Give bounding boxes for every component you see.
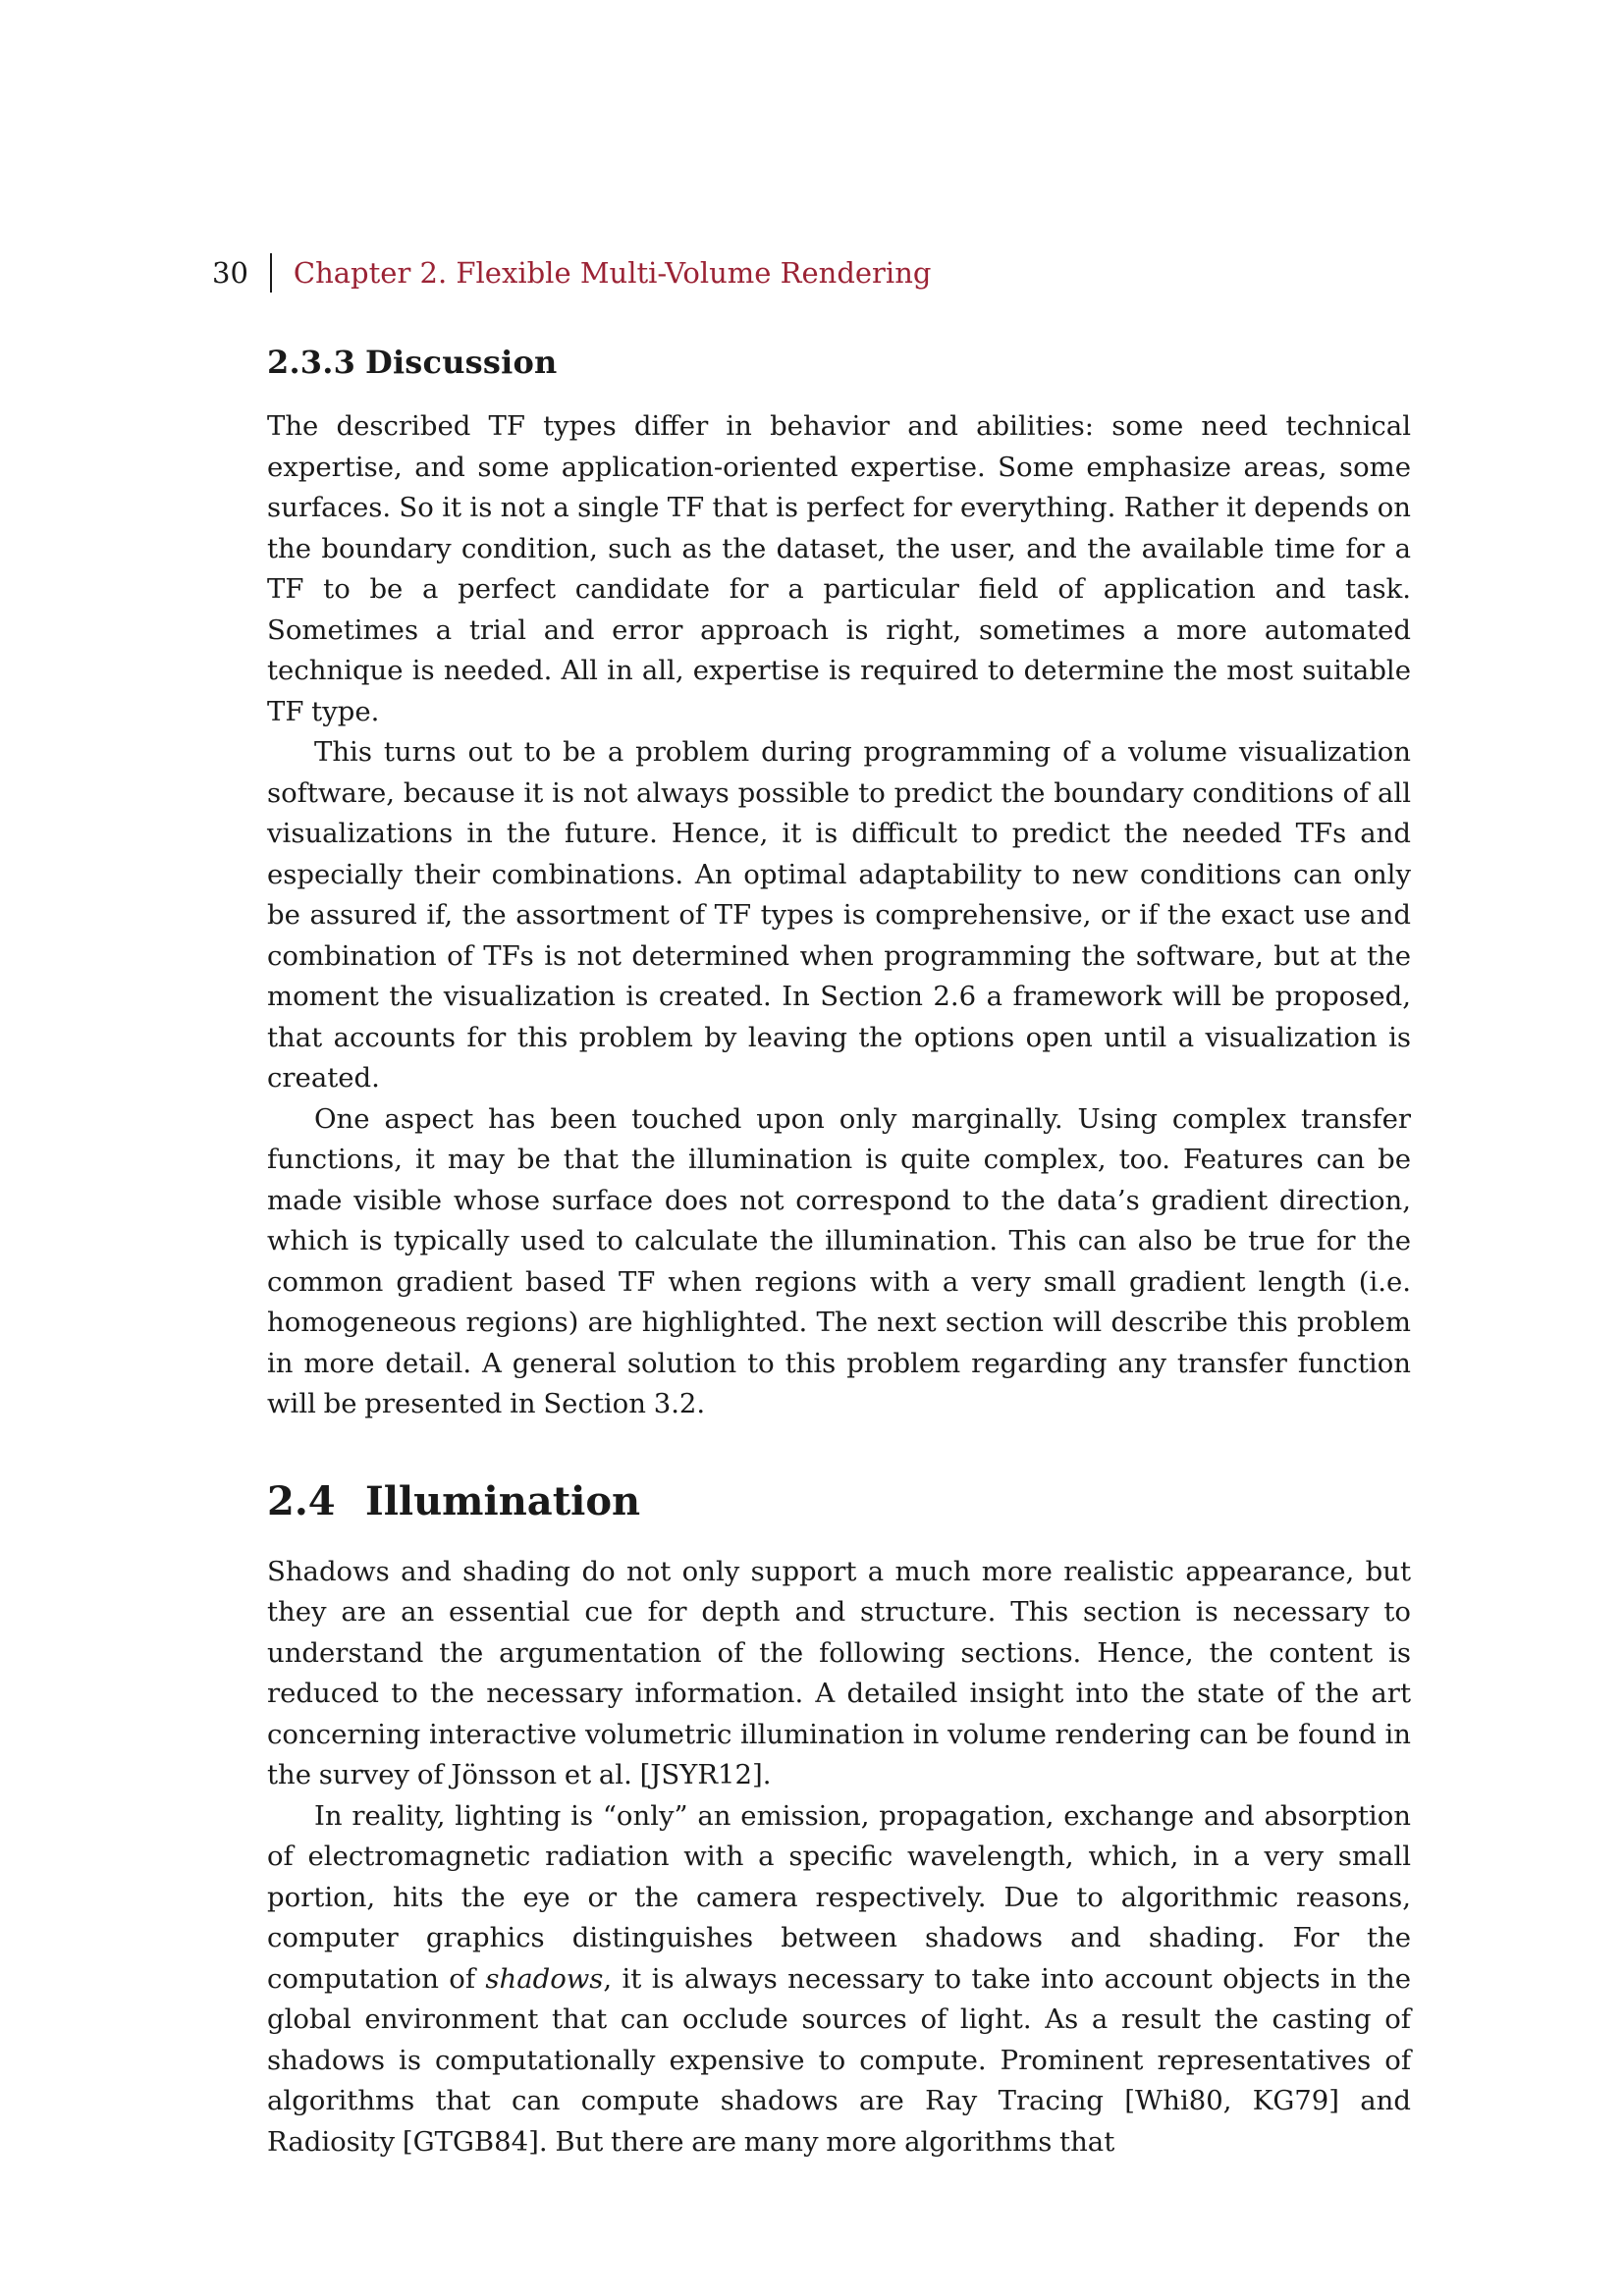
page-number: 30 — [212, 256, 248, 290]
emphasized-term: shadows — [485, 1962, 604, 1995]
paragraph-text-before-emphasis: In reality, lighting is “only” an emission, propagation, exchange and absorption of electromagnetic radiation with a specific wavelength, which, in a very small portion, hits the eye or the camera respectively. Due to algorithmic reasons, computer graphics distinguishes between shadows and shading. For the computation of — [267, 1799, 1411, 1995]
chapter-running-title: Chapter 2. Flexible Multi-Volume Rendering — [293, 256, 932, 290]
paragraph-text-after-emphasis: , it is always necessary to take into account objects in the global environment that can occlude sources of light. As a result the casting of shadows is computationally expensive to compute. Prominent representatives of algorithms that can compute shadows are Ray Tracing [Whi80, KG79] and Radiosity [GTGB84]. But there are many more algorithms that — [267, 1962, 1411, 2158]
subsection-number: 2.3.3 — [267, 344, 356, 381]
header-divider — [270, 253, 272, 293]
section-title: Illumination — [365, 1477, 641, 1524]
section-heading — [267, 1478, 1411, 1524]
subsection-heading — [267, 344, 1411, 381]
discussion-paragraph-1: The described TF types differ in behavior and abilities: some need technical expertise, and some application-oriented expertise. Some emphasize areas, some surfaces. So it is not a single TF that is perfect for everything. Rather it depends on the boundary condition, such as the dataset, the user, and the available time for a TF to be a perfect candidate for a particular field of application and task. Sometimes a trial and error approach is right, sometimes a more automated technique is needed. All in all, expertise is required to determine the most suitable TF type. — [267, 410, 1411, 727]
discussion-paragraph-2: This turns out to be a problem during programming of a volume visualization software, because it is not always possible to predict the boundary conditions of all visualizations in the future. Hence, it is difficult to predict the needed TFs and especially their combinations. An optimal adaptability to new conditions can only be assured if, the assortment of TF types is comprehensive, or if the exact use and combination of TFs is not determined when programming the software, but at the moment the visualization is created. In Section 2.6 a framework will be proposed, that accounts for this problem by leaving the options open until a visualization is created. — [267, 736, 1411, 1094]
section-number: 2.4 — [267, 1477, 336, 1524]
illumination-paragraph-1: Shadows and shading do not only support a much more realistic appearance, but they are an essential cue for depth and structure. This section is necessary to understand the argumentation of the following sections. Hence, the content is reduced to the necessary information. A detailed insight into the state of the art concerning interactive volumetric illumination in volume rendering can be found in the survey of Jönsson et al. [JSYR12]. — [267, 1555, 1411, 1790]
running-header — [212, 251, 931, 294]
discussion-paragraph-3: One aspect has been touched upon only marginally. Using complex transfer functions, it may be that the illumination is quite complex, too. Features can be made visible whose surface does not correspond to the data’s gradient direction, which is typically used to calculate the illumination. This can also be true for the common gradient based TF when regions with a very small gradient length (i.e. homogeneous regions) are highlighted. The next section will describe this problem in more detail. A general solution to this problem regarding any transfer function will be presented in Section 3.2. — [267, 1102, 1411, 1419]
illumination-paragraph-2 — [267, 1796, 1411, 2163]
page-body — [267, 344, 1411, 2163]
subsection-title: Discussion — [365, 344, 558, 381]
